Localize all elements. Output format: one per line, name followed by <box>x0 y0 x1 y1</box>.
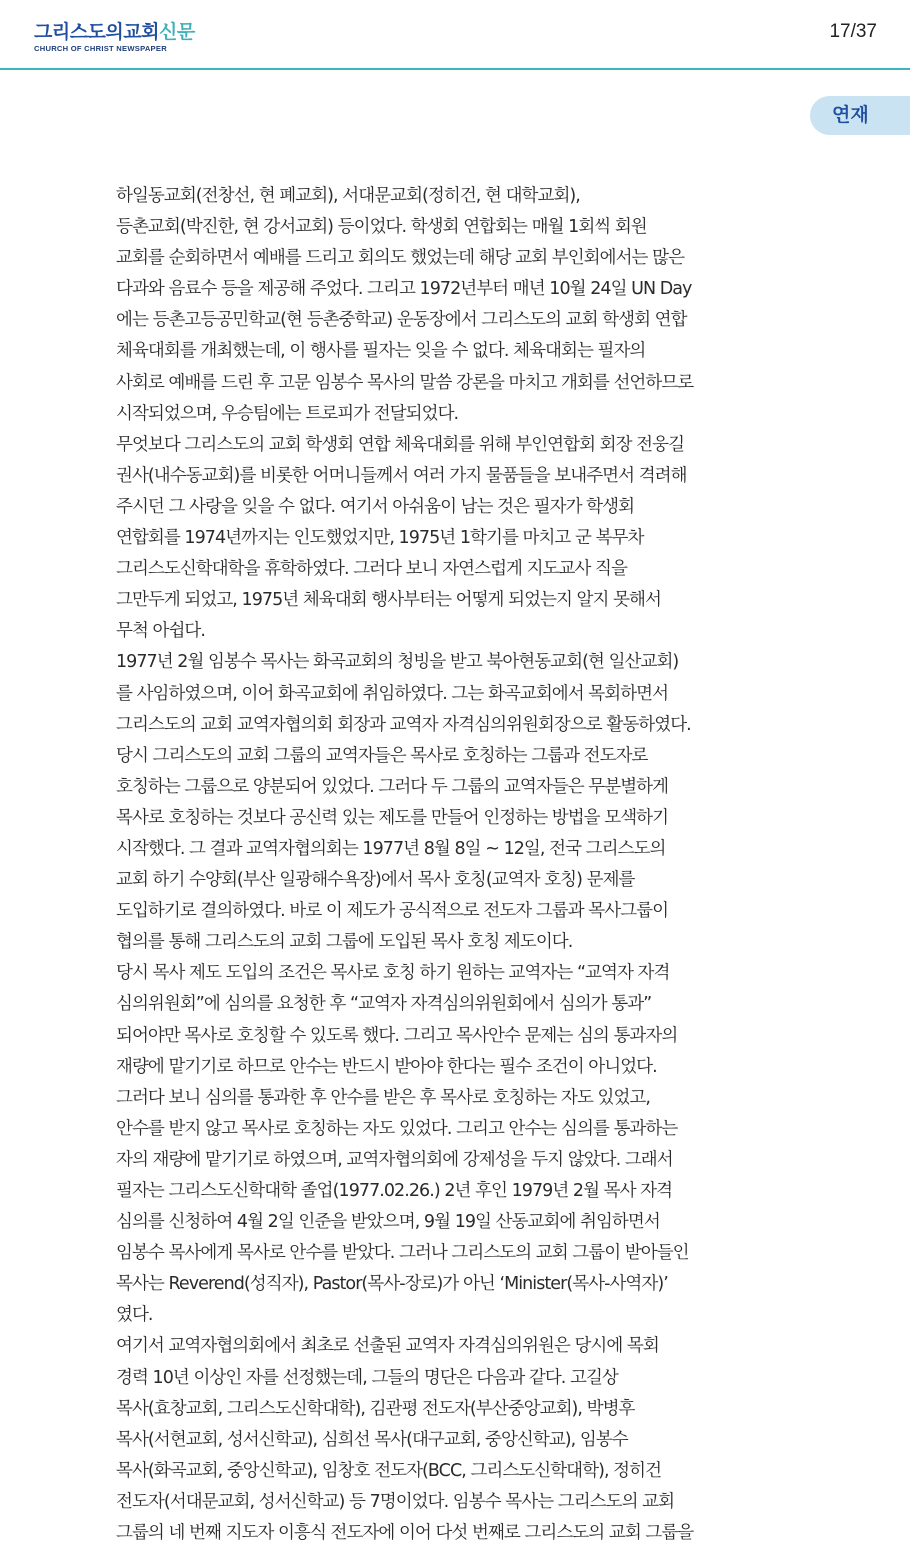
article-line: 시작되었으며, 우승팀에는 트로피가 전달되었다. <box>116 403 459 424</box>
article-line: 안수를 받지 않고 목사로 호칭하는 자도 있었다. 그리고 안수는 심의를 통과하는 <box>116 1118 678 1139</box>
article-line: 목사(효창교회, 그리스도신학대학), 김관평 전도자(부산중앙교회), 박병후 <box>116 1398 635 1419</box>
section-tab-serial: 연재 <box>810 96 910 135</box>
article-line: 심의를 신청하여 4월 2일 인준을 받았으며, 9월 19일 산동교회에 취임하면서 <box>116 1212 660 1233</box>
article-line: 당시 목사 제도 도입의 조건은 목사로 호칭 하기 원하는 교역자는 “교역자 자격 <box>116 963 670 984</box>
page-header <box>0 0 910 70</box>
article-line: 다과와 음료수 등을 제공해 주었다. 그리고 1972년부터 매년 10월 24일 UN Day <box>116 279 692 300</box>
article-line: 도입하기로 결의하였다. 바로 이 제도가 공식적으로 전도자 그룹과 목사그룹이 <box>116 901 669 922</box>
article-line: 목사(서현교회, 성서신학교), 심희선 목사(대구교회, 중앙신학교), 임봉수 <box>116 1429 628 1450</box>
article-line: 그리스도의 교회 교역자협의회 회장과 교역자 자격심의위원회장으로 활동하였다. <box>116 714 691 735</box>
article-line: 그리스도신학대학을 휴학하였다. 그러다 보니 자연스럽게 지도교사 직을 <box>116 559 627 580</box>
article-line: 를 사임하였으며, 이어 화곡교회에 취임하였다. 그는 화곡교회에서 목회하면서 <box>116 683 669 704</box>
article-line: 그러다 보니 심의를 통과한 후 안수를 받은 후 목사로 호칭하는 자도 있었고, <box>116 1087 651 1108</box>
article-line: 에는 등촌고등공민학교(현 등촌중학교) 운동장에서 그리스도의 교회 학생회 연합 <box>116 310 687 331</box>
article-line: 등촌교회(박진한, 현 강서교회) 등이었다. 학생회 연합회는 매월 1회씩 회원 <box>116 217 647 238</box>
page-number: 17/37 <box>829 21 877 42</box>
article-line: 임봉수 목사에게 목사로 안수를 받았다. 그러나 그리스도의 교회 그룹이 받아들인 <box>116 1243 689 1264</box>
article-line: 되어야만 목사로 호칭할 수 있도록 했다. 그리고 목사안수 문제는 심의 통과자의 <box>116 1025 678 1046</box>
article-line: 협의를 통해 그리스도의 교회 그룹에 도입된 목사 호칭 제도이다. <box>116 932 573 953</box>
logo-title-accent: 신문 <box>158 21 195 43</box>
article-line: 그룹의 네 번째 지도자 이흥식 전도자에 이어 다섯 번째로 그리스도의 교회 그룹을 <box>116 1523 694 1544</box>
article-line: 목사로 호칭하는 것보다 공신력 있는 제도를 만들어 인정하는 방법을 모색하기 <box>116 807 669 828</box>
article-line: 그만두게 되었고, 1975년 체육대회 행사부터는 어떻게 되었는지 알지 못해서 <box>116 590 661 611</box>
article-line: 목사는 Reverend(성직자), Pastor(목사-장로)가 아닌 ‘Minister(목사-사역자)’ <box>116 1274 668 1295</box>
article-line: 재량에 맡기기로 하므로 안수는 반드시 받아야 한다는 필수 조건이 아니었다. <box>116 1056 657 1077</box>
article-line: 목사(화곡교회, 중앙신학교), 임창호 전도자(BCC, 그리스도신학대학), 정히건 <box>116 1460 662 1481</box>
article-line: 였다. <box>116 1305 153 1326</box>
article-line: 주시던 그 사랑을 잊을 수 없다. 여기서 아쉬움이 남는 것은 필자가 학생회 <box>116 496 635 517</box>
article-line: 권사(내수동교회)를 비롯한 어머니들께서 여러 가지 물품들을 보내주면서 격려해 <box>116 465 687 486</box>
article-line: 하일동교회(전창선, 현 폐교회), 서대문교회(정히건, 현 대학교회), <box>116 186 580 206</box>
article-line: 전도자(서대문교회, 성서신학교) 등 7명이었다. 임봉수 목사는 그리스도의 교회 <box>116 1491 675 1512</box>
article-line: 필자는 그리스도신학대학 졸업(1977.02.26.) 2년 후인 1979년 2월 목사 자격 <box>116 1181 673 1201</box>
article-line: 무엇보다 그리스도의 교회 학생회 연합 체육대회를 위해 부인연합회 회장 전웅길 <box>116 434 685 455</box>
article-line: 교회를 순회하면서 예배를 드리고 회의도 했었는데 해당 교회 부인회에서는 많은 <box>116 248 685 269</box>
header-divider <box>0 68 910 70</box>
article-line: 여기서 교역자협의회에서 최초로 선출된 교역자 자격심의위원은 당시에 목회 <box>116 1336 659 1357</box>
article-body <box>116 181 806 1549</box>
article-line: 시작했다. 그 결과 교역자협의회는 1977년 8월 8일 ~ 12일, 전국 그리스도의 <box>116 838 666 859</box>
article-line: 당시 그리스도의 교회 그룹의 교역자들은 목사로 호칭하는 그룹과 전도자로 <box>116 745 648 766</box>
article-line: 교회 하기 수양회(부산 일광해수욕장)에서 목사 호칭(교역자 호칭) 문제를 <box>116 870 635 891</box>
logo-title-main: 그리스도의교회 <box>34 21 159 43</box>
article-line: 호칭하는 그룹으로 양분되어 있었다. 그러다 두 그룹의 교역자들은 무분별하게 <box>116 776 669 797</box>
newspaper-logo[interactable] <box>34 21 195 53</box>
logo-title <box>34 21 195 43</box>
article-line: 사회로 예배를 드린 후 고문 임봉수 목사의 말씀 강론을 마치고 개회를 선언하므로 <box>116 372 694 393</box>
article-line: 연합회를 1974년까지는 인도했었지만, 1975년 1학기를 마치고 군 복무차 <box>116 528 644 549</box>
article-line: 1977년 2월 임봉수 목사는 화곡교회의 청빙을 받고 북아현동교회(현 일산교회) <box>116 652 679 673</box>
article-line: 경력 10년 이상인 자를 선정했는데, 그들의 명단은 다음과 같다. 고길상 <box>116 1367 618 1388</box>
article-line: 무척 아쉽다. <box>116 621 206 642</box>
article-line: 체육대회를 개최했는데, 이 행사를 필자는 잊을 수 없다. 체육대회는 필자의 <box>116 341 646 362</box>
article-line: 자의 재량에 맡기기로 하였으며, 교역자협의회에 강제성을 두지 않았다. 그래서 <box>116 1149 673 1170</box>
logo-subtitle: CHURCH OF CHRIST NEWSPAPER <box>34 44 167 53</box>
article-line: 심의위원회”에 심의를 요청한 후 “교역자 자격심의위원회에서 심의가 통과” <box>116 994 652 1015</box>
